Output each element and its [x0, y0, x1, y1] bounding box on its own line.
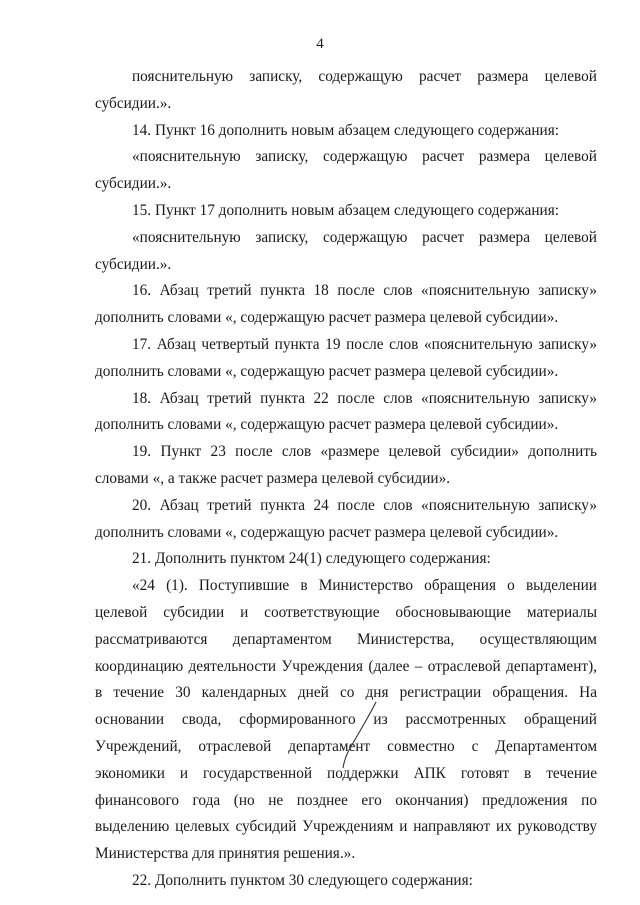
paragraph-item-17: 17. Абзац четвертый пункта 19 после слов «пояснительную записку» дополнить словами «, содержащую расчет размера целевой субсидии». [95, 335, 597, 380]
paragraph-item-16: 16. Абзац третий пункта 18 после слов «пояснительную записку» дополнить словами «, содержащую расчет размера целевой субсидии». [95, 282, 597, 327]
paragraph-item-21: 21. Дополнить пунктом 24(1) следующего содержания: [132, 550, 491, 568]
paragraph-item-20: 20. Абзац третий пункта 24 после слов «пояснительную записку» дополнить словами «, содержащую расчет размера целевой субсидии». [95, 496, 597, 541]
document-body [95, 64, 597, 895]
page-number: 4 [316, 36, 324, 52]
paragraph-quote-15: «пояснительную записку, содержащую расчет размера целевой субсидии.». [95, 228, 597, 273]
paragraph-item-19: 19. Пункт 23 после слов «размере целевой субсидии» дополнить словами «, а также расчет размера целевой субсидии». [95, 443, 597, 487]
paragraph-item-18: 18. Абзац третий пункта 22 после слов «пояснительную записку» дополнить словами «, содержащую расчет размера целевой субсидии». [95, 389, 597, 434]
paragraph-quote-14: «пояснительную записку, содержащую расчет размера целевой субсидии.». [95, 148, 597, 193]
paragraph-continuation: пояснительную записку, содержащую расчет размера целевой субсидии.». [95, 68, 597, 112]
paragraph-item-22: 22. Дополнить пунктом 30 следующего содержания: [132, 871, 473, 889]
paragraph-item-15: 15. Пункт 17 дополнить новым абзацем следующего содержания: [132, 201, 560, 219]
paragraph-item-14: 14. Пункт 16 дополнить новым абзацем следующего содержания: [132, 121, 560, 139]
paragraph-quote-24-1: «24 (1). Поступившие в Министерство обращения о выделении целевой субсидии и соответствующие обосновывающие материалы рассматриваются департаментом Министерства, осуществляющим координацию деятельности Учреждения (далее – отраслевой департамент), в течение 30 календарных дней со дня регистрации обращения. На основании свода, сформированного из рассмотренных обращений Учреждений, отраслевой департамент совместно с Департаментом экономики и государственной поддержки АПК готовят в течение финансового года (но не позднее его окончания) предложения по выделению целевых субсидий Учреждениям и направляют их руководству Министерства для принятия решения.». [95, 577, 597, 863]
